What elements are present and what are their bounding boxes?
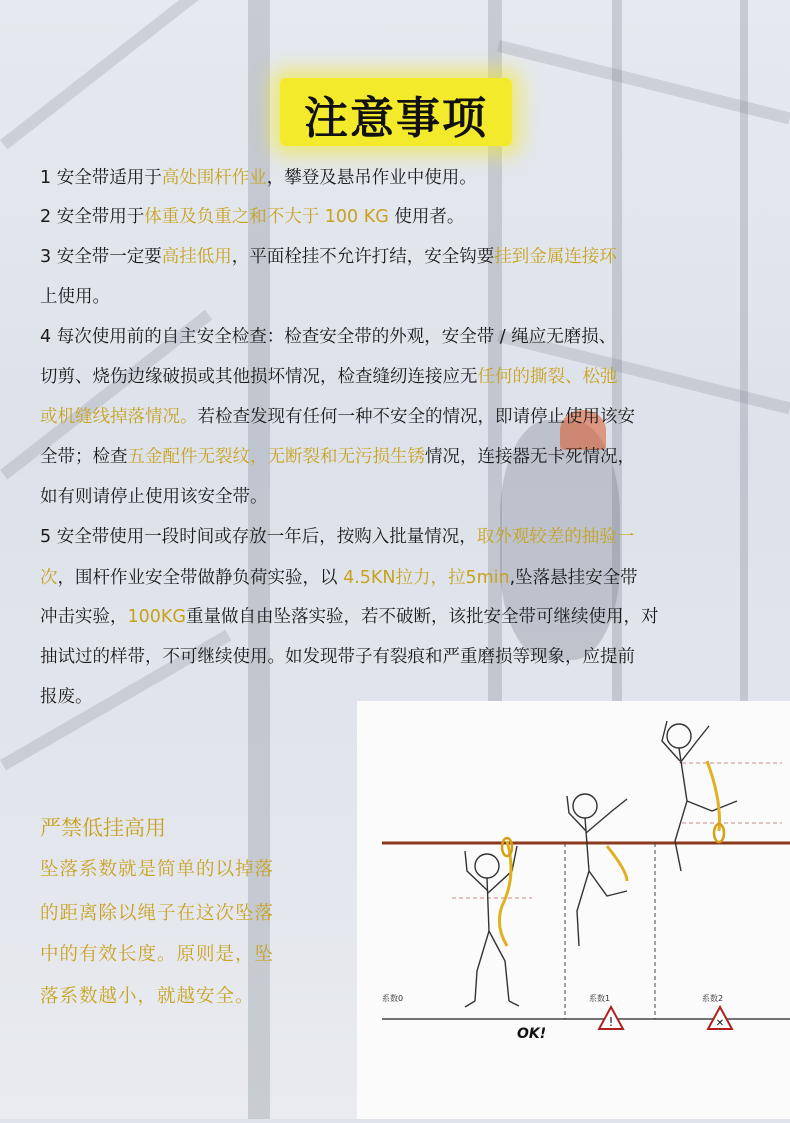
fall-factor-label-1: 系数1 [589, 994, 611, 1003]
warning-icon [599, 1007, 623, 1029]
rule-text: 报废。 [40, 687, 93, 707]
side-line: 坠落系数就是简单的以掉落 [40, 859, 275, 880]
fall-factor-label-0: 系数0 [382, 994, 404, 1003]
rule-text: ，围杆作业安全带做静负荷实验，以 [57, 568, 344, 588]
rule-line [40, 409, 635, 427]
rule-text: 2 安全带用于 [40, 207, 145, 227]
highlighted-text: 或机缝线掉落情况。 [40, 407, 198, 427]
rule-line [40, 649, 635, 667]
rule-line [40, 689, 93, 707]
rule-text: 上使用。 [40, 287, 110, 307]
fall-hazard-icon [708, 1007, 732, 1029]
window-frame [0, 0, 212, 149]
rule-text: 切剪、烧伤边缘破损或其他损坏情况，检查缝纫连接应无 [40, 367, 478, 387]
rule-text: 情况，连接器无卡死情况， [425, 447, 635, 467]
rule-line [40, 209, 464, 227]
highlighted-text: 4.5KN拉力，拉5min [343, 568, 510, 588]
svg-text:✕: ✕ [715, 1018, 725, 1029]
rule-text: 使用者。 [388, 207, 465, 227]
side-line: 中的有效长度。原则是，坠 [40, 944, 275, 965]
rule-text: 冲击实验， [40, 607, 128, 627]
rule-line [40, 529, 634, 547]
rule-text: 若检查发现有任何一种不安全的情况，即请停止使用该安 [197, 407, 635, 427]
fall-factor-diagram [357, 701, 790, 1119]
rule-line [40, 369, 618, 387]
rule-text: 4 每次使用前的自主安全检查：检查安全带的外观，安全带 / 绳应无磨损、 [40, 327, 617, 347]
rule-line [40, 329, 616, 347]
rule-text: 全带；检查 [40, 447, 128, 467]
rule-text: 重量做自由坠落实验，若不破断，该批安全带可继续使用，对 [185, 607, 659, 627]
svg-text:!: ! [608, 1015, 614, 1029]
ok-label: OK! [517, 1026, 547, 1042]
rule-text: 1 安全带适用于 [40, 168, 162, 188]
climber-figure-3 [662, 721, 737, 871]
rule-line [40, 609, 658, 627]
fall-factor-illustration [357, 701, 790, 1119]
side-line: 的距离除以绳子在这次坠落 [40, 903, 275, 924]
highlighted-text: 100KG [127, 607, 186, 627]
highlighted-text: 高挂低用 [161, 247, 232, 267]
rule-line [40, 489, 268, 507]
rule-text: 抽试过的样带，不可继续使用。如发现带子有裂痕和严重磨损等现象，应提前 [40, 647, 635, 667]
lanyard [707, 761, 720, 831]
rule-line [40, 289, 110, 307]
rule-text: 如有则请停止使用该安全带。 [40, 487, 268, 507]
rule-line [40, 170, 477, 188]
fall-factor-label-2: 系数2 [702, 994, 724, 1003]
highlighted-text: 五金配件无裂纹，无断裂和无污损生锈 [127, 447, 425, 467]
rule-text: ，平面栓挂不允许打结，安全钩要 [231, 247, 495, 267]
rule-text: 3 安全带一定要 [40, 247, 162, 267]
rule-text: ，攀登及悬吊作业中使用。 [266, 168, 477, 188]
side-line: 落系数越小，就越安全。 [40, 986, 255, 1007]
rule-text: ,坠落悬挂安全带 [509, 568, 638, 588]
rule-line [40, 249, 617, 267]
rule-text: 5 安全带使用一段时间或存放一年后，按购入批量情况， [40, 527, 477, 547]
highlighted-text: 次 [40, 568, 58, 588]
highlighted-text: 体重及负重之和不大于 100 KG [144, 207, 389, 227]
highlighted-text: 任何的撕裂、松弛 [477, 367, 618, 387]
highlighted-text: 高处围杆作业 [161, 168, 267, 188]
highlighted-text: 挂到金属连接环 [494, 247, 617, 267]
lanyard [607, 846, 627, 881]
rule-line [40, 570, 638, 588]
climber-figure-2 [567, 794, 627, 946]
page-title: 注意事项 [304, 93, 488, 144]
side-heading: 严禁低挂高用 [40, 816, 166, 840]
rule-line [40, 449, 635, 467]
highlighted-text: 取外观较差的抽验一 [476, 527, 635, 547]
